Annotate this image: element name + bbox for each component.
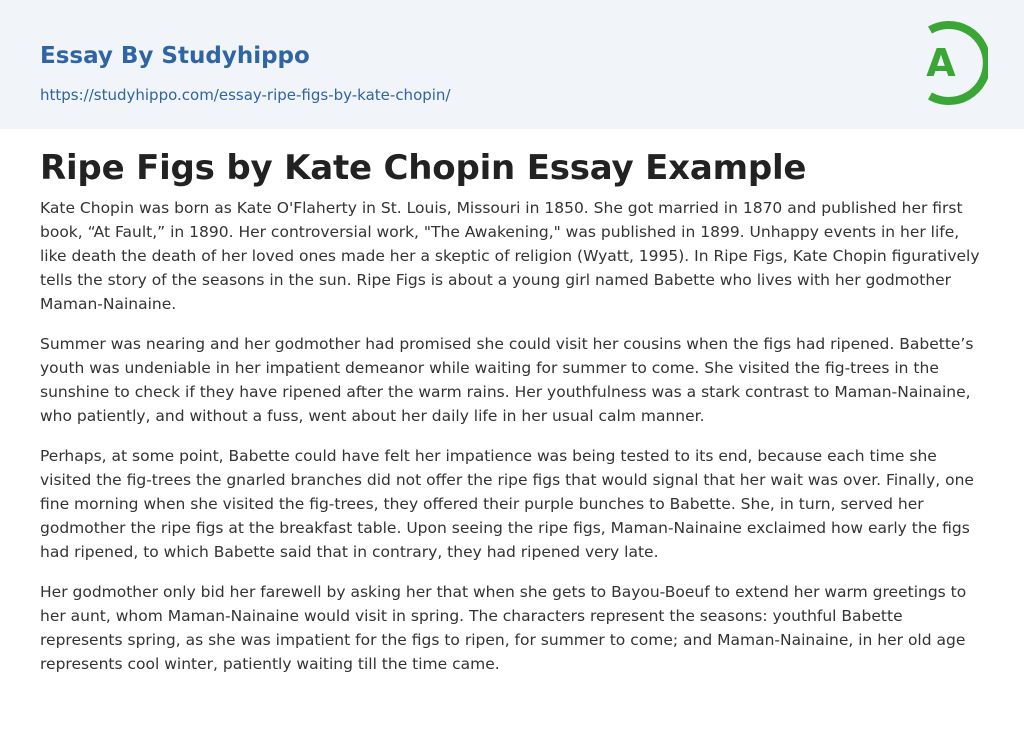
article-title: Ripe Figs by Kate Chopin Essay Example bbox=[40, 148, 807, 188]
site-header bbox=[0, 0, 1024, 129]
article-body bbox=[40, 196, 984, 676]
article bbox=[40, 146, 984, 692]
page-url-link[interactable]: https://studyhippo.com/essay-ripe-figs-by-kate-chopin/ bbox=[40, 86, 451, 104]
logo-letter: A bbox=[926, 41, 956, 85]
article-paragraph: Kate Chopin was born as Kate O'Flaherty in St. Louis, Missouri in 1850. She got married in 1870 and published her first book, “At Fault,” in 1890. Her controversial work, "The Awakening," was published in 1899. Unhappy events in her life, like death the death of her loved ones made her a skeptic of religion (Wyatt, 1995). In Ripe Figs, Kate Chopin figuratively tells the story of the seasons in the sun. Ripe Figs is about a young girl named Babette who lives with her godmother Maman-Nainaine. bbox=[40, 199, 980, 313]
site-brand[interactable]: Essay By Studyhippo bbox=[40, 43, 310, 69]
article-paragraph: Perhaps, at some point, Babette could have felt her impatience was being tested to its end, because each time she visited the fig-trees the gnarled branches did not offer the ripe figs that would signal that her wait was over. Finally, one fine morning when she visited the fig-trees, they offered their purple bunches to Babette. She, in turn, served her godmother the ripe figs at the breakfast table. Upon seeing the ripe figs, Maman-Nainaine exclaimed how early the figs had ripened, to which Babette said that in contrary, they had ripened very late. bbox=[40, 447, 974, 561]
article-paragraph: Her godmother only bid her farewell by asking her that when she gets to Bayou-Boeuf to extend her warm greetings to her aunt, whom Maman-Nainaine would visit in spring. The characters represent the seasons: youthful Babette represents spring, as she was impatient for the figs to ripen, for summer to come; and Maman-Nainaine, in her old age represents cool winter, patiently waiting till the time came. bbox=[40, 583, 967, 673]
studyhippo-logo-icon[interactable] bbox=[912, 18, 988, 108]
article-paragraph: Summer was nearing and her godmother had promised she could visit her cousins when the figs had ripened. Babette’s youth was undeniable in her impatient demeanor while waiting for summer to come. She visited the fig-trees in the sunshine to check if they have ripened after the warm rains. Her youthfulness was a stark contrast to Maman-Nainaine, who patiently, and without a fuss, went about her daily life in her usual calm manner. bbox=[40, 335, 974, 425]
